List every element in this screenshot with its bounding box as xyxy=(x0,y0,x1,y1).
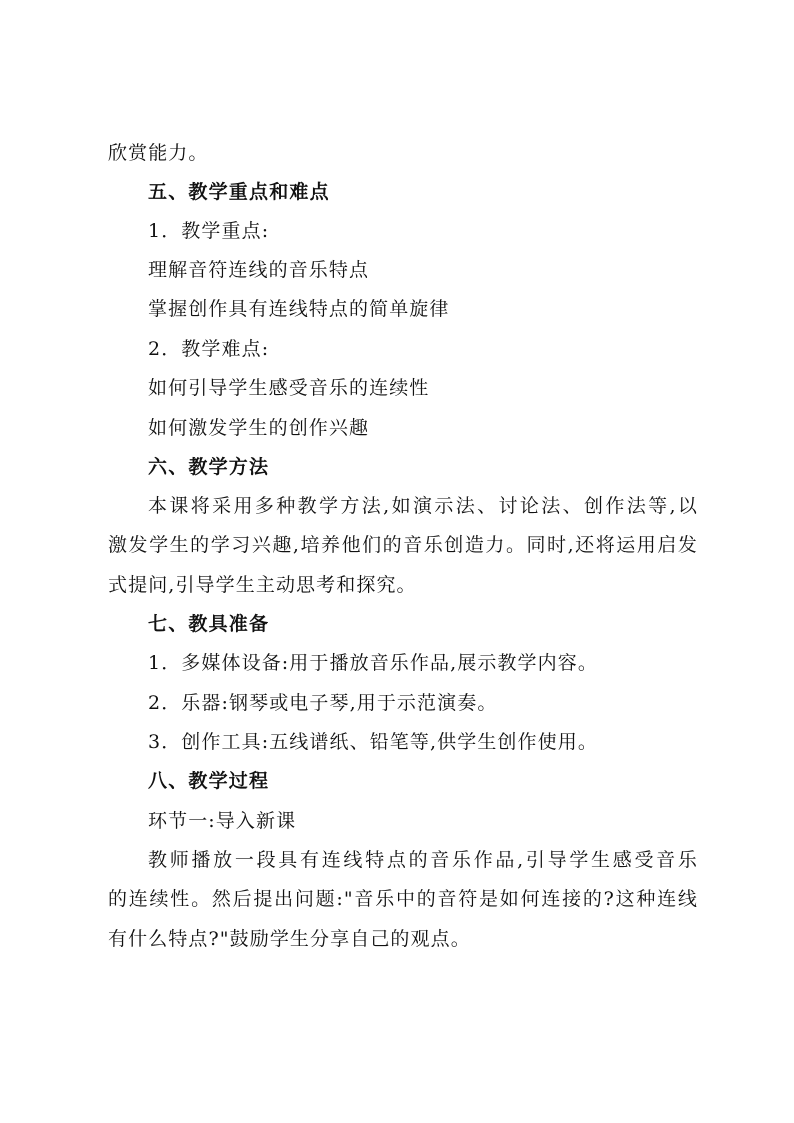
section-8-heading: 八、教学过程 xyxy=(148,770,270,792)
step-1-title: 环节一:导入新课 xyxy=(148,810,297,832)
difficulty-item: 如何激发学生的创作兴趣 xyxy=(148,417,370,439)
paragraph-line: 本课将采用多种教学方法,如演示法、讨论法、创作法等,以 xyxy=(148,495,698,517)
intro-tail-text: 欣赏能力。 xyxy=(108,142,209,164)
section-6-heading: 六、教学方法 xyxy=(148,456,270,478)
difficulty-label: 2．教学难点: xyxy=(148,338,270,360)
paragraph-line: 教师播放一段具有连线特点的音乐作品,引导学生感受音乐 xyxy=(148,849,698,871)
focus-label: 1．教学重点: xyxy=(148,220,270,242)
paragraph-line: 式提问,引导学生主动思考和探究。 xyxy=(108,574,417,596)
focus-item: 理解音符连线的音乐特点 xyxy=(148,259,370,281)
section-7-heading: 七、教具准备 xyxy=(148,613,270,635)
section-5-heading: 五、教学重点和难点 xyxy=(148,181,330,203)
paragraph-line: 有什么特点?"鼓励学生分享自己的观点。 xyxy=(108,928,471,950)
equipment-item: 3．创作工具:五线谱纸、铅笔等,供学生创作使用。 xyxy=(148,731,598,753)
paragraph-line: 激发学生的学习兴趣,培养他们的音乐创造力。同时,还将运用启发 xyxy=(108,534,698,556)
equipment-item: 1．多媒体设备:用于播放音乐作品,展示教学内容。 xyxy=(148,652,598,674)
difficulty-item: 如何引导学生感受音乐的连续性 xyxy=(148,377,430,399)
equipment-item: 2．乐器:钢琴或电子琴,用于示范演奏。 xyxy=(148,692,498,714)
paragraph-line: 的连续性。然后提出问题:"音乐中的音符是如何连接的?这种连线 xyxy=(108,888,698,910)
focus-item: 掌握创作具有连线特点的简单旋律 xyxy=(148,298,450,320)
